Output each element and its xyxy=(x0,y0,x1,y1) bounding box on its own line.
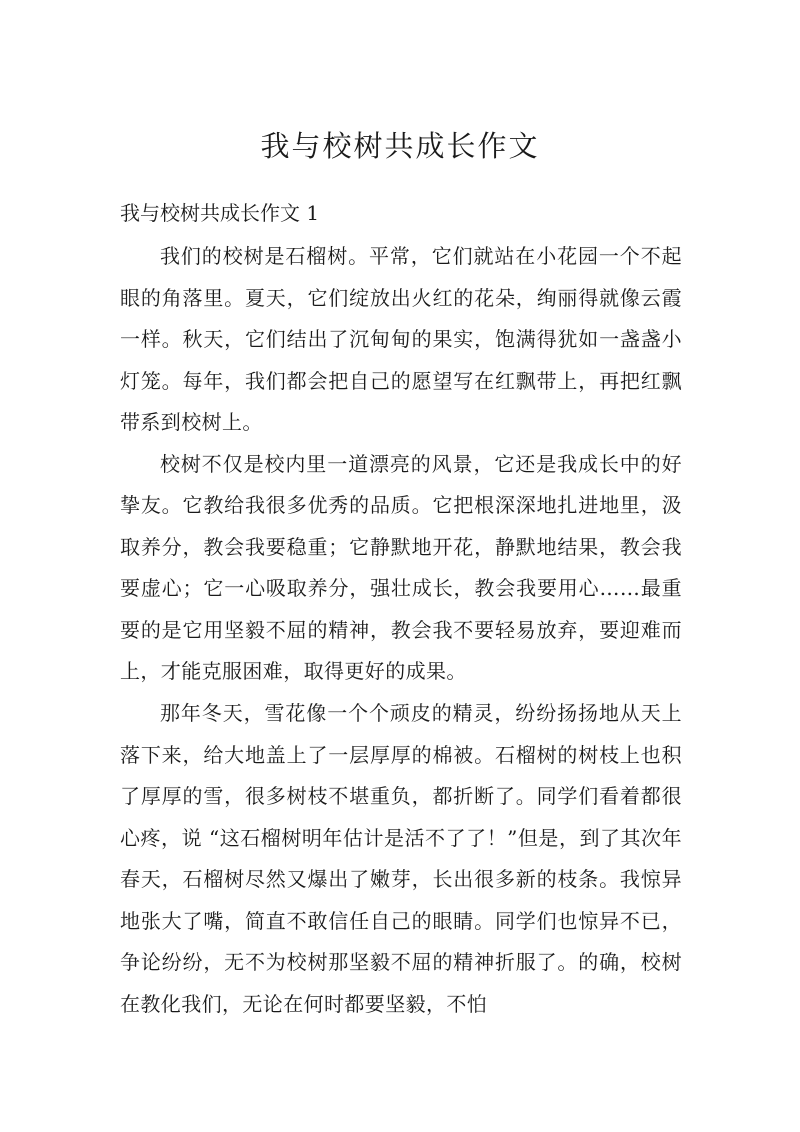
paragraph-1: 我们的校树是石榴树。平常，它们就站在小花园一个不起眼的角落里。夏天，它们绽放出火红的花朵，绚丽得就像云霞一样。秋天，它们结出了沉甸甸的果实，饱满得犹如一盏盏小灯笼。每年，我们都会把自己的愿望写在红飘带上，再把红飘带系到校树上。 xyxy=(120,244,682,434)
essay-body xyxy=(120,236,682,1025)
section-heading: 我与校树共成长作文 1 xyxy=(120,201,320,225)
paragraph-3: 那年冬天，雪花像一个个顽皮的精灵，纷纷扬扬地从天上落下来，给大地盖上了一层厚厚的棉被。石榴树的树枝上也积了厚厚的雪，很多树枝不堪重负，都折断了。同学们看着都很心疼，说 “这石榴树明年估计是活不了了！”但是，到了其次年春天，石榴树尽然又爆出了嫩芽，长出很多新的枝条。我惊异地张大了嘴，简直不敢信任自己的眼睛。同学们也惊异不已，争论纷纷，无不为校树那坚毅不屈的精神折服了。的确，校树在教化我们，无论在何时都要坚毅，不怕 xyxy=(120,701,682,1016)
paragraph-2: 校树不仅是校内里一道漂亮的风景，它还是我成长中的好挚友。它教给我很多优秀的品质。它把根深深地扎进地里，汲取养分，教会我要稳重；它静默地开花，静默地结果，教会我要虚心；它一心吸取养分，强壮成长，教会我要用心……最重要的是它用坚毅不屈的精神，教会我不要轻易放弃，要迎难而上，才能克服困难，取得更好的成果。 xyxy=(120,451,682,684)
document-title: 我与校树共成长作文 xyxy=(260,129,540,163)
